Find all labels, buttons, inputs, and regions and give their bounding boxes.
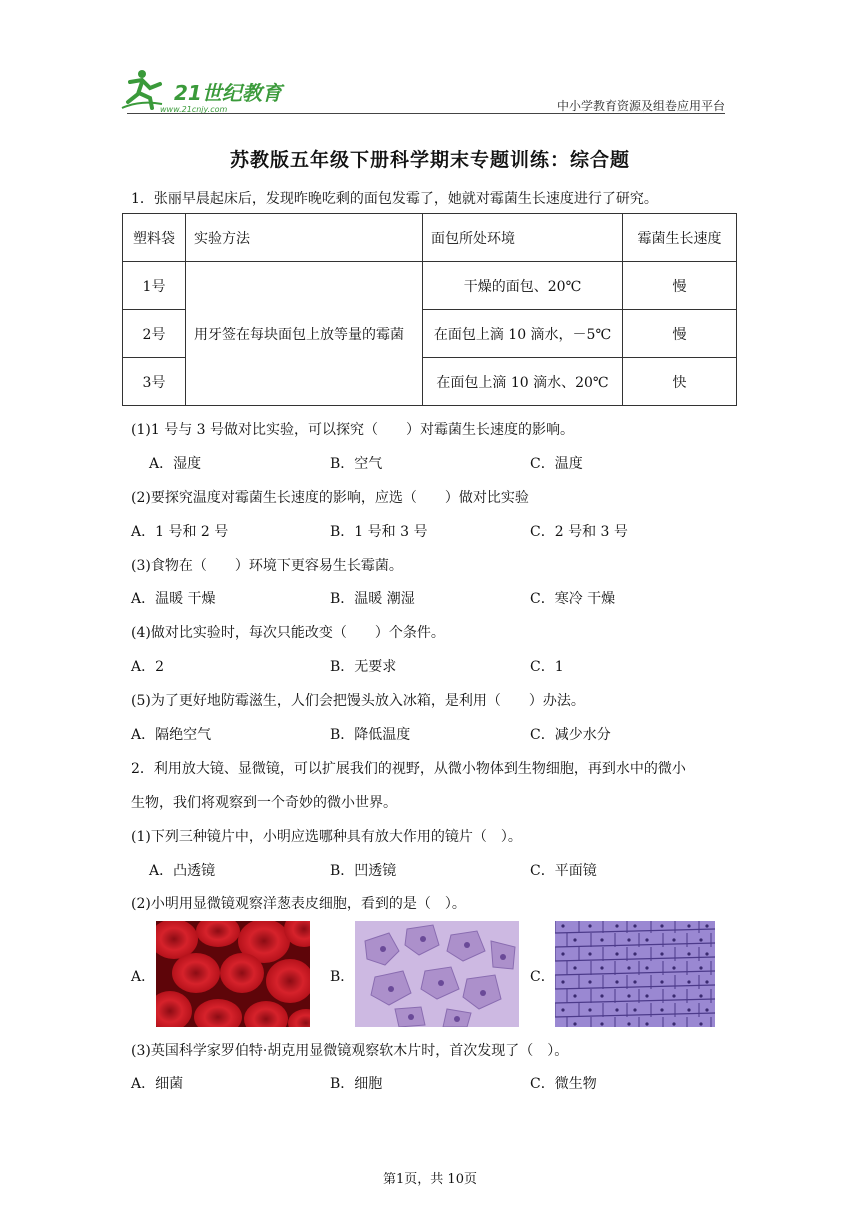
runner-logo-icon <box>120 68 290 114</box>
table-cell-env: 在面包上滴 10 滴水，－5℃ <box>423 310 623 358</box>
q1-sub2: (2)要探究温度对霉菌生长速度的影响，应选（ ）做对比实验 <box>131 490 529 506</box>
experiment-table <box>122 213 737 406</box>
q1-sub5: (5)为了更好地防霉滋生，人们会把馒头放入冰箱，是利用（ ）办法。 <box>131 693 585 709</box>
q2-sub3: (3)英国科学家罗伯特·胡克用显微镜观察软木片时，首次发现了（ ）。 <box>131 1043 569 1059</box>
q1-sub4: (4)做对比实验时，每次只能改变（ ）个条件。 <box>131 625 445 641</box>
option-a: A．隔绝空气 <box>131 727 212 743</box>
option-c: C． <box>530 969 555 985</box>
option-b: B．凹透镜 <box>330 863 397 879</box>
header-platform-text: 中小学教育资源及组卷应用平台 <box>556 99 725 113</box>
option-a: A．2 <box>131 659 165 675</box>
option-c: C．2 号和 3 号 <box>530 524 628 540</box>
option-b: B．1 号和 3 号 <box>330 524 428 540</box>
red-blood-cells-image <box>156 921 310 1027</box>
table-cell-bag: 3号 <box>123 358 186 406</box>
option-c: C．微生物 <box>530 1076 597 1092</box>
svg-text:www.21cnjy.com: www.21cnjy.com <box>160 105 228 114</box>
option-b: B． <box>330 969 355 985</box>
option-c: C．寒冷 干燥 <box>530 591 616 607</box>
table-header-cell: 实验方法 <box>186 214 423 262</box>
q2-sub2: (2)小明用显微镜观察洋葱表皮细胞，看到的是（ ）。 <box>131 896 466 912</box>
option-c: C．温度 <box>530 456 583 472</box>
option-b: B．温暖 潮湿 <box>330 591 415 607</box>
table-cell-env: 在面包上滴 10 滴水、20℃ <box>423 358 623 406</box>
table-cell-method: 用牙签在每块面包上放等量的霉菌 <box>186 262 423 406</box>
table-header-cell: 面包所处环境 <box>423 214 623 262</box>
header-divider <box>127 113 725 114</box>
table-cell-bag: 1号 <box>123 262 186 310</box>
q1-sub1: (1)1 号与 3 号做对比实验，可以探究（ ）对霉菌生长速度的影响。 <box>131 422 574 438</box>
option-a: A．温暖 干燥 <box>131 591 216 607</box>
q1-sub3: (3)食物在（ ）环境下更容易生长霉菌。 <box>131 558 403 574</box>
table-cell-speed: 慢 <box>623 310 737 358</box>
logo <box>120 68 290 114</box>
table-cell-speed: 慢 <box>623 262 737 310</box>
q2-sub1: (1)下列三种镜片中，小明应选哪种具有放大作用的镜片（ ）。 <box>131 829 522 845</box>
table-cell-speed: 快 <box>623 358 737 406</box>
onion-cells-image <box>555 921 715 1027</box>
table-header-cell: 塑料袋 <box>123 214 186 262</box>
option-a: A． <box>131 969 156 985</box>
table-cell-env: 干燥的面包、20℃ <box>423 262 623 310</box>
cheek-cells-image <box>355 921 519 1027</box>
table-header-row <box>123 214 737 262</box>
q2-stem-line1: 2．利用放大镜、显微镜，可以扩展我们的视野，从微小物体到生物细胞，再到水中的微小 <box>131 761 686 777</box>
q1-stem: 1．张丽早晨起床后，发现昨晚吃剩的面包发霉了，她就对霉菌生长速度进行了研究。 <box>131 191 658 207</box>
option-b: B．降低温度 <box>330 727 411 743</box>
table-header-cell: 霉菌生长速度 <box>623 214 737 262</box>
option-b: B．无要求 <box>330 659 397 675</box>
option-c: C．平面镜 <box>530 863 597 879</box>
option-a: A．1 号和 2 号 <box>131 524 229 540</box>
option-b: B．细胞 <box>330 1076 383 1092</box>
q2-stem-line2: 生物，我们将观察到一个奇妙的微小世界。 <box>131 795 397 811</box>
option-a: A．凸透镜 <box>149 863 216 879</box>
option-a: A．细菌 <box>131 1076 184 1092</box>
page-title: 苏教版五年级下册科学期末专题训练：综合题 <box>229 149 630 171</box>
option-c: C．减少水分 <box>530 727 611 743</box>
table-cell-bag: 2号 <box>123 310 186 358</box>
page-footer: 第1页，共 10页 <box>383 1172 477 1187</box>
option-a: A．湿度 <box>149 456 202 472</box>
option-c: C．1 <box>530 659 564 675</box>
svg-text:21世纪教育: 21世纪教育 <box>174 81 282 105</box>
option-b: B．空气 <box>330 456 383 472</box>
table-row <box>123 262 737 310</box>
